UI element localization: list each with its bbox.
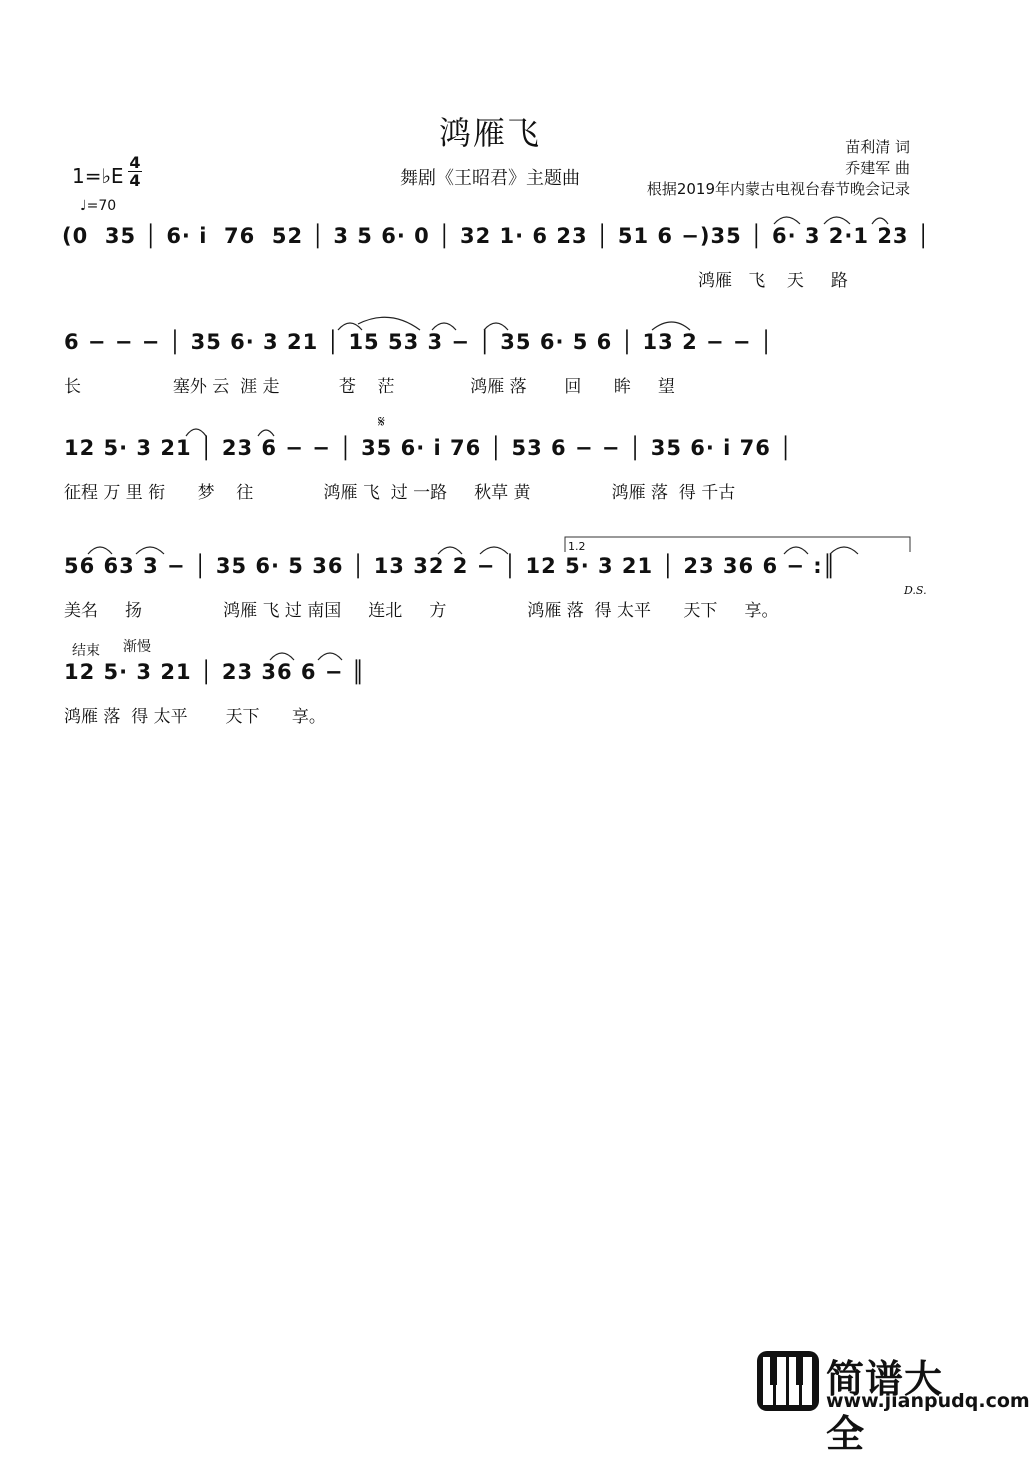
volta-bracket bbox=[565, 537, 910, 552]
lyrics-row-4: 美名 扬 鸿雁 飞 过 南国 连北 方 鸿雁 落 得 太平 天下 享。 bbox=[64, 601, 779, 621]
lyrics-row-1: 鸿雁 飞 天 路 bbox=[698, 271, 848, 291]
notation-row-2: 6 − − − │ 35 6· 3 21 │ 15 53 3 − │ 35 6· 5 6 │ 13 2 − − │ bbox=[64, 330, 774, 354]
lyrics-row-2: 长 塞外 云 涯 走 苍 茫 鸿雁 落 回 眸 望 bbox=[64, 377, 675, 397]
slurs bbox=[88, 217, 888, 660]
logo-url[interactable]: www.jianpudq.com bbox=[826, 1390, 1030, 1412]
source-note: 根据2019年内蒙古电视台春节晚会记录 bbox=[646, 180, 910, 198]
lyrics-row-5: 鸿雁 落 得 太平 天下 享。 bbox=[64, 707, 326, 727]
notation-row-1: (0 35 │ 6· i 76 52 │ 3 5 6· 0 │ 32 1· 6 23 │ 51 6 −)35 │ 6· 3 2·1 23 │ bbox=[62, 224, 931, 248]
subtitle: 舞剧《王昭君》主题曲 bbox=[400, 168, 580, 189]
piano-keys-icon bbox=[757, 1351, 819, 1411]
composer-credit: 乔建军 曲 bbox=[845, 159, 910, 177]
notation-row-3: 12 5· 3 21 │ 23 6 − − │ 35 6· i 76 │ 53 6 − − │ 35 6· i 76 │ bbox=[64, 436, 793, 460]
time-sig-bottom: 4 bbox=[129, 171, 141, 190]
song-title: 鸿雁飞 bbox=[438, 114, 541, 152]
quarter-note-icon: ♩ bbox=[80, 198, 87, 214]
logo-name: 简谱大全 bbox=[826, 1357, 944, 1456]
tempo-value: =70 bbox=[86, 198, 117, 214]
ending-label: 结束 bbox=[72, 643, 100, 659]
segno-sign: 𝄋 bbox=[378, 412, 385, 431]
notation-row-4: 56 63 3 − │ 35 6· 5 36 │ 13 32 2 − │ 12 5· 3 21 │ 23 36 6 − :║ bbox=[64, 554, 837, 578]
notation-row-5: 12 5· 3 21 │ 23 36 6 − ║ bbox=[64, 660, 366, 684]
key-signature: 1=♭E bbox=[72, 164, 124, 188]
ritardando-label: 渐慢 bbox=[123, 639, 151, 655]
ds-marking: D.S. bbox=[904, 584, 927, 597]
time-sig-top: 4 bbox=[129, 153, 141, 172]
lyrics-row-3: 征程 万 里 衔 梦 往 鸿雁 飞 过 一路 秋草 黄 鸿雁 落 得 千古 bbox=[64, 483, 736, 503]
volta-label: 1.2 bbox=[568, 540, 586, 553]
lyricist-credit: 苗利清 词 bbox=[845, 138, 910, 156]
